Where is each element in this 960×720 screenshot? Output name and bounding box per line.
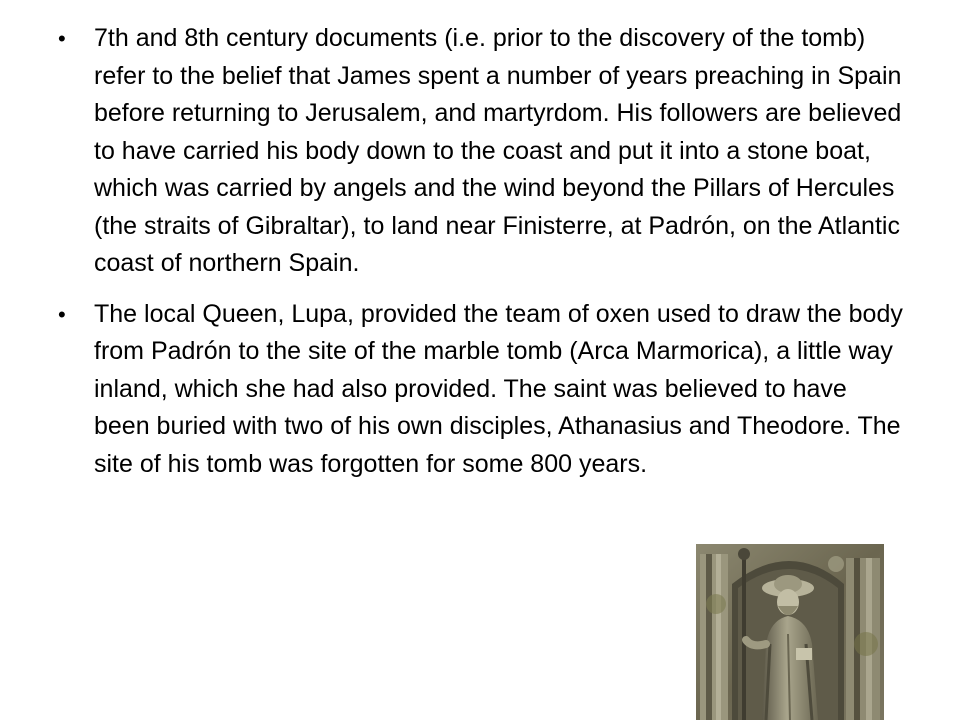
bullet-text-2: The local Queen, Lupa, provided the team of oxen used to draw the body from Padrón to the site of the marble tomb (Arca Marmorica), a little way inland, which she had also provided. The saint was believed to have been buried with two of his own disciples, Athanasius and Theodore. The site of his tomb was forgotten for some 800 years. bbox=[94, 299, 903, 478]
bullet-dot-icon: • bbox=[58, 26, 66, 51]
bullet-item-1 bbox=[56, 20, 906, 283]
bullet-item-2 bbox=[56, 296, 906, 484]
bullet-dot-icon: • bbox=[58, 301, 66, 327]
saint-james-statue-photo bbox=[696, 544, 884, 720]
statue-illustration bbox=[696, 544, 884, 720]
bullet-text-1: 7th and 8th century documents (i.e. prior to the discovery of the tomb) refer to the belief that James spent a number of years preaching in Spain before returning to Jerusalem, and martyrdom. His followers are believed to have carried his body down to the coast and put it into a stone boat, which was carried by angels and the wind beyond the Pillars of Hercules (the straits of Gibraltar), to land near Finisterre, at Padrón, on the Atlantic coast of northern Spain. bbox=[94, 24, 902, 277]
bullet-list bbox=[56, 20, 906, 496]
